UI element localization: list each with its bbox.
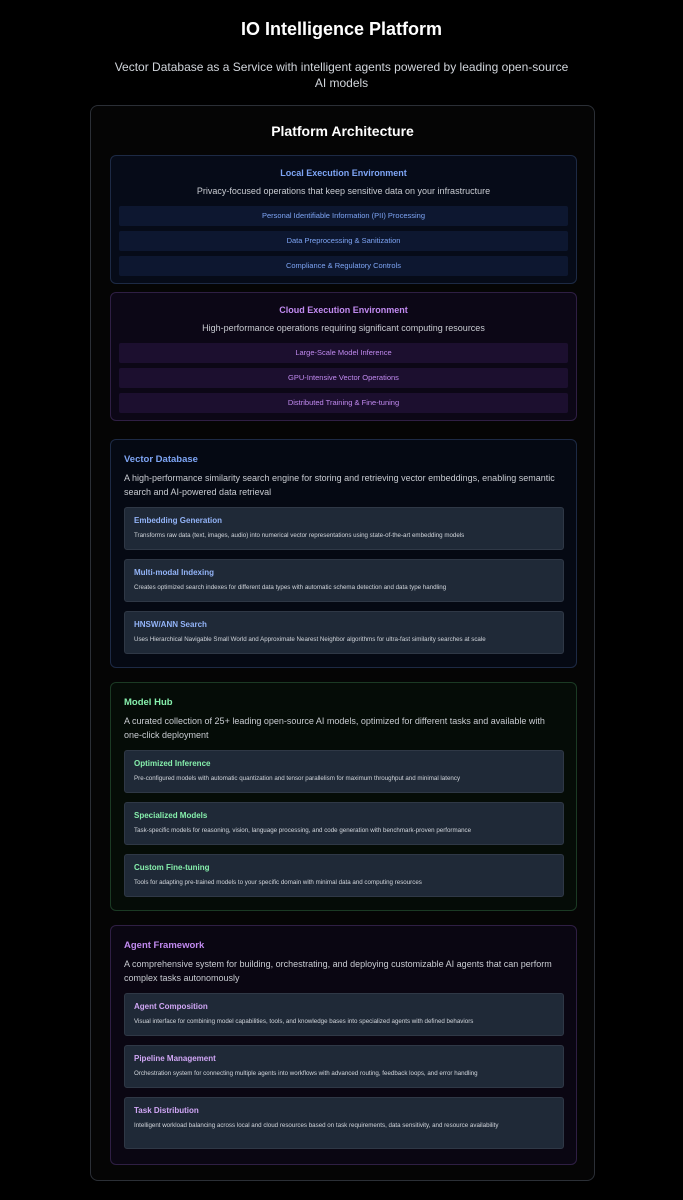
vector-database-section xyxy=(110,439,577,668)
feature-card-description: Orchestration system for connecting multiple agents into workflows with advanced routing, feedback loops, and error handling xyxy=(134,1070,478,1077)
model-hub-description: A curated collection of 25+ leading open-source AI models, optimized for different tasks and available with one-click deployment xyxy=(124,716,545,740)
feature-card-multimodal-indexing xyxy=(124,559,564,602)
feature-card-description: Creates optimized search indexes for different data types with automatic schema detection and data type handling xyxy=(134,584,447,591)
cloud-env-item-training: Distributed Training & Fine-tuning xyxy=(119,393,568,413)
cloud-env-title: Cloud Execution Environment xyxy=(279,305,408,315)
feature-card-optimized-inference xyxy=(124,750,564,793)
local-env-item-compliance: Compliance & Regulatory Controls xyxy=(119,256,568,276)
feature-card-task-distribution xyxy=(124,1097,564,1149)
feature-card-description: Tools for adapting pre-trained models to your specific domain with minimal data and computing resources xyxy=(134,879,422,886)
feature-card-title: Custom Fine-tuning xyxy=(134,863,210,872)
local-env-description: Privacy-focused operations that keep sensitive data on your infrastructure xyxy=(196,186,491,196)
feature-card-title: Specialized Models xyxy=(134,811,208,820)
feature-card-title: HNSW/ANN Search xyxy=(134,620,207,629)
page-subtitle: Vector Database as a Service with intelligent agents powered by leading open-source AI models xyxy=(114,60,569,90)
agent-framework-description: A comprehensive system for building, orchestrating, and deploying customizable AI agents that can perform complex tasks autonomously xyxy=(124,959,552,983)
feature-card-title: Embedding Generation xyxy=(134,516,223,525)
feature-card-title: Agent Composition xyxy=(134,1002,208,1011)
feature-card-description: Task-specific models for reasoning, vision, language processing, and code generation with benchmark-proven performance xyxy=(134,827,472,834)
feature-card-agent-composition xyxy=(124,993,564,1036)
cloud-env-item-gpu: GPU-Intensive Vector Operations xyxy=(119,368,568,388)
vector-database-title: Vector Database xyxy=(124,454,198,465)
cloud-env-item-inference: Large-Scale Model Inference xyxy=(119,343,568,363)
feature-card-title: Pipeline Management xyxy=(134,1054,216,1063)
feature-card-description: Uses Hierarchical Navigable Small World and Approximate Nearest Neighbor algorithms for ultra-fast similarity searches at scale xyxy=(134,636,486,643)
vector-database-description: A high-performance similarity search engine for storing and retrieving vector embeddings, enabling semantic search and AI-powered data retrieval xyxy=(124,473,555,497)
feature-card-embedding-generation xyxy=(124,507,564,550)
feature-card-title: Multi-modal Indexing xyxy=(134,568,214,577)
page-title: IO Intelligence Platform xyxy=(240,19,443,39)
feature-card-description: Intelligent workload balancing across local and cloud resources based on task requirements, data sensitivity, and resource availability xyxy=(134,1122,499,1129)
architecture-title: Platform Architecture xyxy=(271,123,414,139)
local-env-title: Local Execution Environment xyxy=(280,168,407,178)
feature-card-specialized-models xyxy=(124,802,564,845)
feature-card-description: Visual interface for combining model capabilities, tools, and knowledge bases into specialized agents with defined behaviors xyxy=(134,1018,474,1025)
feature-card-title: Optimized Inference xyxy=(134,759,211,768)
feature-card-description: Pre-configured models with automatic quantization and tensor parallelism for maximum throughput and minimal latency xyxy=(134,775,461,782)
feature-card-pipeline-management xyxy=(124,1045,564,1088)
feature-card-description: Transforms raw data (text, images, audio) into numerical vector representations using state-of-the-art embedding models xyxy=(134,532,465,539)
local-env-item-preprocessing: Data Preprocessing & Sanitization xyxy=(119,231,568,251)
model-hub-section xyxy=(110,682,577,911)
feature-card-custom-fine-tuning xyxy=(124,854,564,897)
platform-architecture-panel xyxy=(90,105,595,1181)
agent-framework-title: Agent Framework xyxy=(124,940,205,951)
agent-framework-section xyxy=(110,925,577,1165)
model-hub-title: Model Hub xyxy=(124,697,173,708)
local-execution-environment xyxy=(110,155,577,284)
local-env-item-pii: Personal Identifiable Information (PII) Processing xyxy=(119,206,568,226)
cloud-execution-environment xyxy=(110,292,577,421)
feature-card-title: Task Distribution xyxy=(134,1106,199,1115)
feature-card-hnsw-ann-search xyxy=(124,611,564,654)
cloud-env-description: High-performance operations requiring significant computing resources xyxy=(202,323,485,333)
